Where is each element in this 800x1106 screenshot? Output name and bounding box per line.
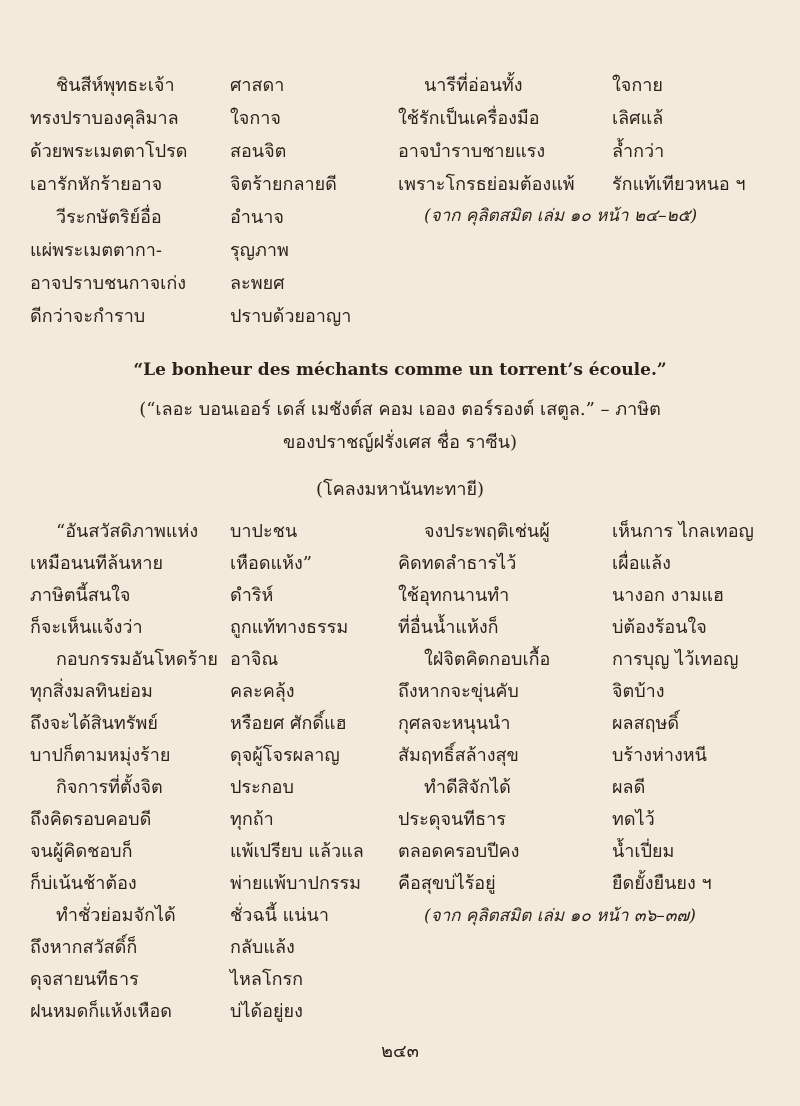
poem-line (0, 996, 800, 1028)
verse-segment: บร้างห่างหนี (612, 745, 707, 766)
poem-line (0, 136, 800, 168)
verse-segment: สอนจิต (230, 141, 287, 162)
verse-segment: ไหลโกรก (230, 969, 304, 990)
verse-segment: อาจิณ (230, 649, 279, 670)
verse-segment: เผื่อแล้ง (612, 553, 671, 574)
verse-segment: ใจกาย (612, 75, 663, 96)
verse-segment: ทรงปราบองคุลิมาล (30, 108, 179, 129)
verse-segment: กอบกรรมอันโหดร้าย (56, 649, 218, 670)
poem-line (0, 301, 800, 333)
verse-segment: กลับแล้ง (230, 937, 295, 958)
meter-label: (โคลงมหานันทะทายี) (315, 479, 485, 500)
poem-line (0, 548, 800, 580)
verse-segment: บ่ต้องร้อนใจ (612, 617, 707, 638)
verse-segment: ถึงจะได้สินทรัพย์ (30, 713, 158, 734)
poem-line (0, 964, 800, 996)
verse-segment: สัมฤทธิ์สล้างสุข (398, 745, 519, 766)
source-citation: (จาก คุลิตสมิต เล่ม ๑๐ หน้า ๒๔–๒๕) (424, 206, 698, 226)
verse-segment: ชั่วฉนี้ แน่นา (230, 905, 329, 926)
verse-segment: น้ำเปี่ยม (612, 841, 675, 862)
verse-segment: อำนาจ (230, 207, 284, 228)
verse-segment: แผ่พระเมตตากา- (30, 240, 162, 261)
verse-segment: ดำริห์ (230, 585, 274, 606)
verse-segment: แพ้เปรียบ แล้วแล (230, 841, 364, 862)
verse-segment: คือสุขบ่ไร้อยู่ (398, 873, 496, 894)
verse-segment: ฝนหมดก็แห้งเหือด (30, 1001, 172, 1022)
verse-segment: ทุกถ้า (230, 809, 274, 830)
verse-segment: ยืดยั้งยืนยง ฯ (612, 873, 712, 894)
verse-segment: ทุกสิ่งมลทินย่อม (30, 681, 153, 702)
verse-segment: ประกอบ (230, 777, 294, 798)
verse-segment: หรือยศ ศักดิ์แฮ (230, 713, 347, 734)
verse-segment: ล้ำกว่า (612, 141, 665, 162)
verse-segment: จิตร้ายกลายดี (230, 174, 337, 195)
verse-segment: จนผู้คิดชอบก็ (30, 841, 133, 862)
quote-transliteration: (“เลอะ บอนเออร์ เดส์ เมชังต์ส คอม เออง ตอร์รองต์ เสตูล.” – ภาษิต (139, 399, 661, 420)
verse-segment: ดุจสายนทีธาร (30, 969, 139, 990)
verse-segment: ชินสีห์พุทธะเจ้า (56, 75, 175, 96)
verse-segment: รักแท้เทียวหนอ ฯ (612, 174, 746, 195)
poem-line (0, 103, 800, 135)
poem-line (0, 804, 800, 836)
verse-segment: กิจการที่ตั้งจิต (56, 777, 163, 798)
poem-line (0, 516, 800, 548)
verse-segment: คละคลุ้ง (230, 681, 295, 702)
verse-segment: อาจปราบชนกาจเก่ง (30, 273, 187, 294)
verse-segment: ก็บ่เน้นช้าต้อง (30, 873, 137, 894)
verse-segment: กุศลจะหนุนนำ (398, 713, 511, 734)
verse-segment: การบุญ ไว้เทอญ (612, 649, 739, 670)
french-quote: “Le bonheur des méchants comme un torrent’s écoule.” (133, 360, 667, 380)
verse-segment: ใช้รักเป็นเครื่องมือ (398, 108, 540, 129)
poem-line (0, 612, 800, 644)
verse-segment: ถึงหากจะขุ่นคับ (398, 681, 519, 702)
verse-segment: จงประพฤติเช่นผู้ (424, 521, 550, 542)
verse-segment: นางอก งามแฮ (612, 585, 724, 606)
verse-segment: ใช้อุทกนานทำ (398, 585, 510, 606)
verse-segment: ถึงคิดรอบคอบดี (30, 809, 152, 830)
verse-segment: วีระกษัตริย์อื่อ (56, 207, 162, 228)
poem-line (0, 70, 800, 102)
poem-line (0, 708, 800, 740)
verse-segment: ใจกาจ (230, 108, 281, 129)
verse-segment: ภาษิตนี้สนใจ (30, 585, 131, 606)
verse-segment: ผลดี (612, 777, 646, 798)
verse-segment: ตลอดครอบปีคง (398, 841, 520, 862)
verse-segment: จิตบ้าง (612, 681, 665, 702)
verse-segment: รุญภาพ (230, 240, 289, 261)
verse-segment: ปราบด้วยอาญา (230, 306, 352, 327)
poem-line (0, 932, 800, 964)
poem-line (0, 268, 800, 300)
poem-line (0, 868, 800, 900)
verse-segment: ถูกแท้ทางธรรม (230, 617, 349, 638)
verse-segment: ละพยศ (230, 273, 285, 294)
verse-segment: ด้วยพระเมตตาโปรด (30, 141, 188, 162)
verse-segment: ดุจผู้โจรผลาญ (230, 745, 340, 766)
verse-segment: ศาสดา (230, 75, 285, 96)
verse-segment: บ่ได้อยู่ยง (230, 1001, 303, 1022)
verse-segment: ก็จะเห็นแจ้งว่า (30, 617, 143, 638)
verse-segment: ทำชั่วย่อมจักได้ (56, 905, 176, 926)
verse-segment: ทดไว้ (612, 809, 655, 830)
poem-line (0, 836, 800, 868)
poem-line (0, 740, 800, 772)
verse-segment: เพราะโกรธย่อมต้องแพ้ (398, 174, 575, 195)
poem-line (0, 235, 800, 267)
verse-segment: เอารักหักร้ายอาจ (30, 174, 163, 195)
verse-segment: บาปะชน (230, 521, 298, 542)
verse-segment: นารีที่อ่อนทั้ง (424, 75, 523, 96)
verse-segment: พ่ายแพ้บาปกรรม (230, 873, 362, 894)
verse-segment: เหือดแห้ง” (230, 553, 312, 574)
verse-segment: ดีกว่าจะกำราบ (30, 306, 146, 327)
verse-segment: เหมือนนทีล้นหาย (30, 553, 164, 574)
poem-line (0, 169, 800, 201)
page-number: ๒๔๓ (381, 1041, 419, 1062)
verse-segment: คิดทดลำธารไว้ (398, 553, 517, 574)
verse-segment: ทำดีสิจักได้ (424, 777, 511, 798)
verse-segment: ที่อื่นน้ำแห้งก็ (398, 617, 499, 638)
poem-line (0, 644, 800, 676)
poem-line (0, 676, 800, 708)
source-citation: (จาก คุลิตสมิต เล่ม ๑๐ หน้า ๓๖–๓๗) (424, 906, 696, 926)
poem-line (0, 772, 800, 804)
verse-segment: เห็นการ ไกลเทอญ (612, 521, 754, 542)
verse-segment: อาจบำราบชายแรง (398, 141, 546, 162)
verse-segment: บาปก็ตามหมุ่งร้าย (30, 745, 171, 766)
verse-segment: ผลสฤษดิ์ (612, 713, 680, 734)
verse-segment: ใฝ่จิตคิดกอบเกื้อ (424, 649, 551, 670)
poem-line (0, 580, 800, 612)
quote-attribution: ของปราชญ์ฝรั่งเศส ชื่อ ราซีน) (282, 432, 518, 453)
verse-segment: ถึงหากสวัสดิ์ก็ (30, 937, 138, 958)
verse-segment: “อันสวัสดิภาพแห่ง (56, 521, 199, 542)
verse-segment: ประดุจนทีธาร (398, 809, 506, 830)
verse-segment: เลิศแล้ (612, 108, 664, 129)
